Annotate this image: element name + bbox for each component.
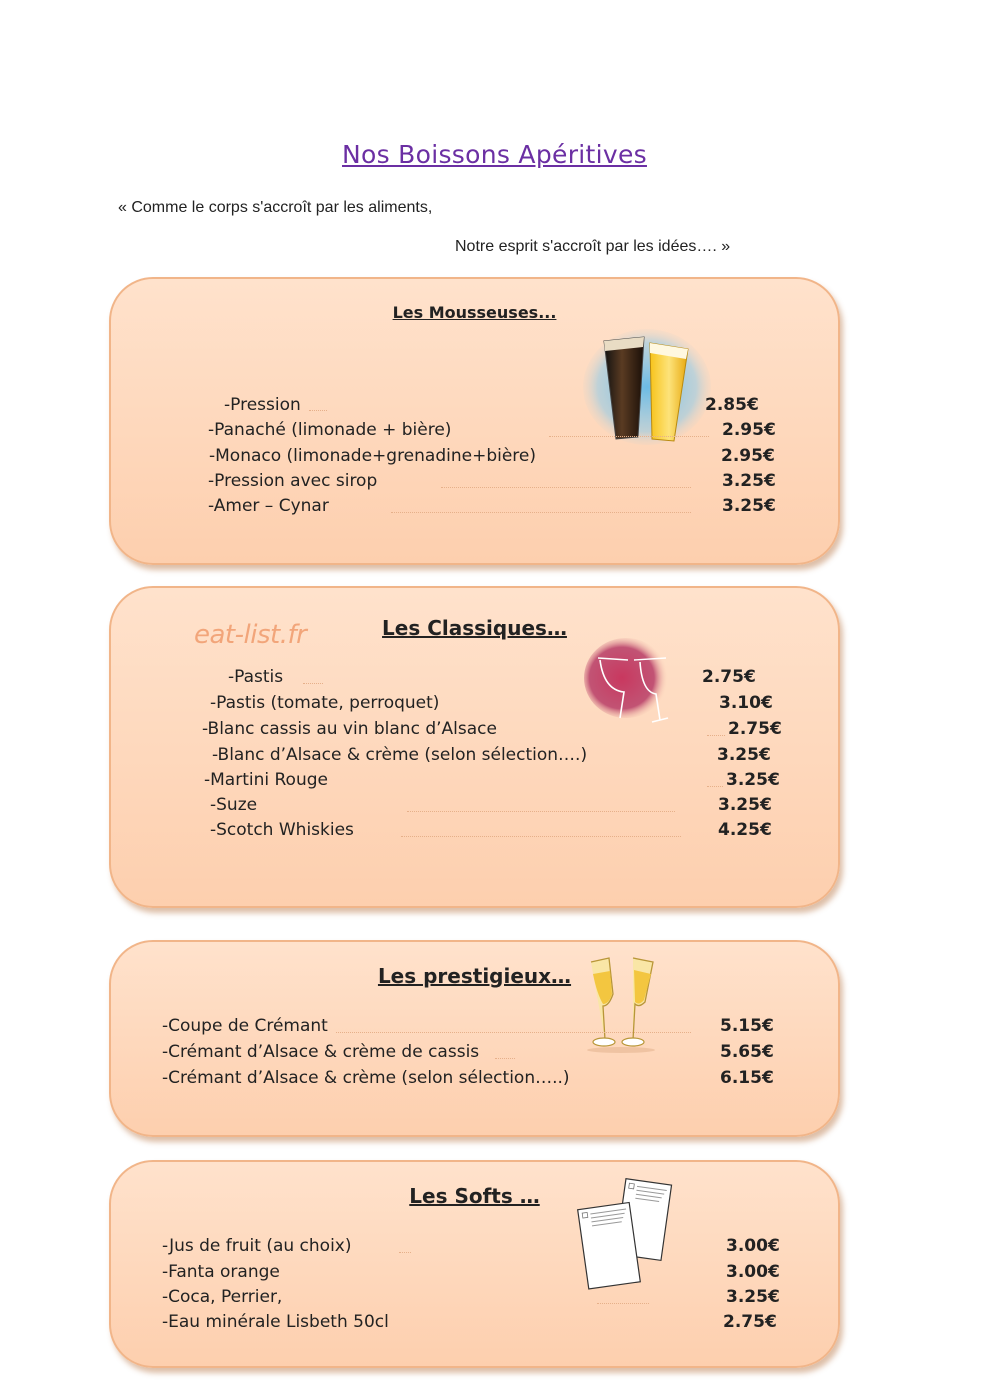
wine-glasses-toast-icon [584, 638, 684, 728]
menu-item-name: -Pression avec sirop [208, 471, 378, 491]
menu-item-price: 5.65€ [720, 1042, 774, 1062]
section-softs [109, 1160, 840, 1368]
menu-item-name: -Fanta orange [162, 1262, 280, 1282]
dot-leader [707, 786, 723, 787]
section-title: Les prestigieux… [377, 964, 572, 988]
menu-item-name: -Blanc d’Alsace & crème (selon sélection….) [212, 745, 588, 765]
section-classiques [109, 586, 840, 908]
dot-leader [309, 410, 327, 411]
dot-leader [336, 1032, 691, 1033]
menu-item-name: -Blanc cassis au vin blanc d’Alsace [202, 719, 497, 739]
menu-item-name: -Martini Rouge [204, 770, 328, 790]
menu-item-name: -Monaco (limonade+grenadine+bière) [209, 446, 537, 466]
menu-item-name: -Eau minérale Lisbeth 50cl [162, 1312, 389, 1332]
menu-item-price: 2.75€ [728, 719, 782, 739]
section-title: Les Mousseuses... [392, 303, 557, 322]
dot-leader [495, 1058, 515, 1059]
menu-item-price: 3.25€ [722, 496, 776, 516]
menu-item-price: 3.00€ [726, 1236, 780, 1256]
section-title: Les Softs … [409, 1184, 540, 1208]
menu-item-price: 3.25€ [726, 1287, 780, 1307]
menu-item-price: 3.25€ [726, 770, 780, 790]
quote-line-2: Notre esprit s'accroît par les idées…. » [455, 238, 731, 255]
menu-item-name: -Jus de fruit (au choix) [162, 1236, 352, 1256]
menu-item-price: 2.95€ [721, 446, 775, 466]
dot-leader [303, 683, 323, 684]
menu-item-price: 4.25€ [718, 820, 772, 840]
watermark: eat-list.fr [194, 620, 307, 650]
page-title: Nos Boissons Apéritives [342, 140, 647, 169]
menu-item-name: -Coca, Perrier, [162, 1287, 283, 1307]
menu-item-name: -Crémant d’Alsace & crème de cassis [162, 1042, 480, 1062]
dot-leader [407, 811, 675, 812]
menu-item-price: 2.95€ [722, 420, 776, 440]
champagne-flutes-icon [583, 954, 661, 1054]
quote-line-1: « Comme le corps s'accroît par les aliments, [118, 199, 433, 216]
dot-leader [391, 512, 691, 513]
menu-item-price: 3.25€ [722, 471, 776, 491]
menu-item-price: 3.10€ [719, 693, 773, 713]
menu-item-name: -Suze [210, 795, 258, 815]
beer-glasses-icon [582, 329, 712, 447]
dot-leader [399, 1252, 411, 1253]
menu-item-price: 2.85€ [705, 395, 759, 415]
dot-leader [401, 836, 681, 837]
menu-item-name: -Pastis (tomate, perroquet) [210, 693, 440, 713]
menu-item-name: -Panaché (limonade + bière) [208, 420, 452, 440]
menu-item-price: 3.25€ [717, 745, 771, 765]
menu-item-price: 3.25€ [718, 795, 772, 815]
menu-item-name: -Amer – Cynar [208, 496, 329, 516]
section-title: Les Classiques… [382, 616, 567, 640]
section-mousseuses [109, 277, 840, 565]
dot-leader [597, 1303, 649, 1304]
menu-item-price: 2.75€ [702, 667, 756, 687]
menu-item-name: -Scotch Whiskies [210, 820, 354, 840]
dot-leader [707, 735, 725, 736]
menu-item-name: -Crémant d’Alsace & crème (selon sélection…..) [162, 1068, 570, 1088]
broken-image-icon [577, 1176, 673, 1292]
menu-item-price: 2.75€ [723, 1312, 777, 1332]
menu-item-price: 5.15€ [720, 1016, 774, 1036]
menu-item-name: -Pastis [228, 667, 284, 687]
menu-item-price: 6.15€ [720, 1068, 774, 1088]
dot-leader [549, 436, 709, 437]
dot-leader [441, 487, 691, 488]
menu-item-name: -Pression [224, 395, 301, 415]
menu-item-price: 3.00€ [726, 1262, 780, 1282]
menu-item-name: -Coupe de Crémant [162, 1016, 328, 1036]
section-prestigieux [109, 940, 840, 1137]
